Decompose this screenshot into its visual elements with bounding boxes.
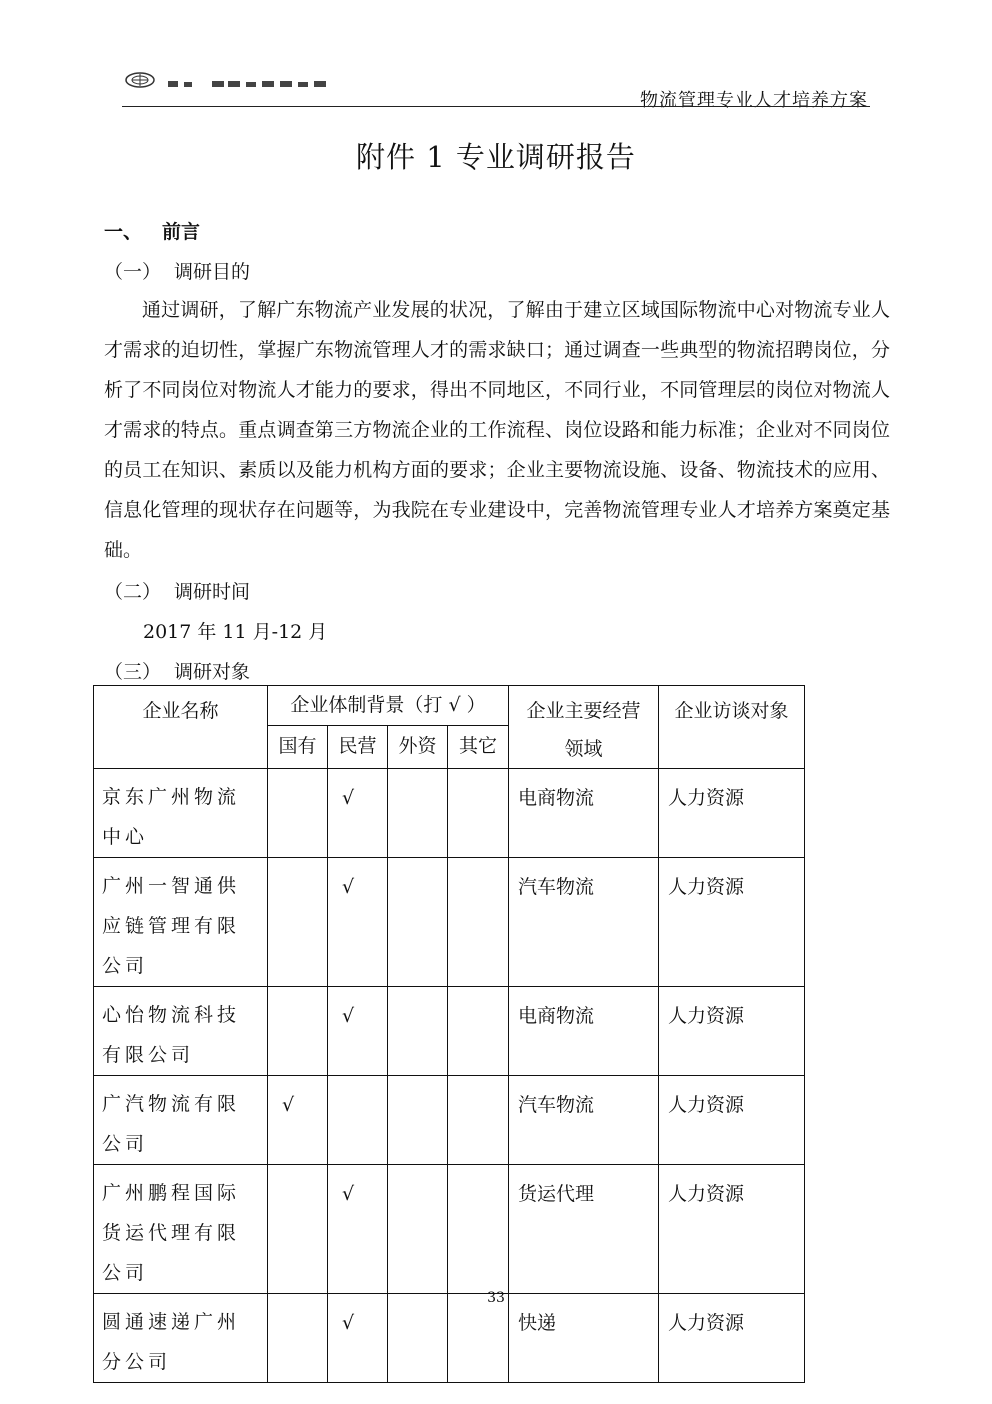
survey-time: 2017 年 11 月-12 月 [143, 621, 328, 643]
company-name-cell: 广汽物流有限公司 [94, 1076, 268, 1165]
header-title: 物流管理专业人才培养方案 [640, 90, 868, 111]
state-owned-cell: √ [268, 1076, 328, 1165]
subsection-number: （三） [104, 661, 162, 683]
private-cell: √ [328, 769, 388, 858]
header-other: 其它 [448, 726, 509, 769]
company-name-cell: 广州一智通供应链管理有限公司 [94, 858, 268, 987]
school-logo-icon [122, 70, 342, 90]
page-title: 附件 1 专业调研报告 [356, 140, 636, 174]
interviewee-cell: 人力资源 [659, 858, 805, 987]
business-domain-cell: 汽车物流 [509, 858, 659, 987]
subsection-number: （二） [104, 581, 162, 603]
foreign-cell [388, 1076, 448, 1165]
header-business-domain-line1: 企业主要经营 [526, 700, 641, 722]
subsection-heading-purpose [104, 257, 250, 284]
header-business-domain [509, 686, 659, 769]
section-heading [104, 217, 200, 244]
state-owned-cell [268, 858, 328, 987]
table-row [94, 1294, 805, 1383]
purpose-paragraph: 通过调研，了解广东物流产业发展的状况，了解由于建立区域国际物流中心对物流专业人才需求的迫切性，掌握广东物流管理人才的需求缺口；通过调查一些典型的物流招聘岗位，分析了不同岗位对物流人才能力的要求，得出不同地区，不同行业，不同管理层的岗位对物流人才需求的特点。重点调查第三方物流企业的工作流程、岗位设路和能力标准；企业对不同岗位的员工在知识、素质以及能力机构方面的要求；企业主要物流设施、设备、物流技术的应用、信息化管理的现状存在问题等，为我院在专业建设中，完善物流管理专业人才培养方案奠定基础。 [104, 299, 890, 561]
table-row [94, 1076, 805, 1165]
table-row [94, 1165, 805, 1294]
other-cell [448, 1076, 509, 1165]
business-domain-cell: 汽车物流 [509, 1076, 659, 1165]
page-number: 33 [487, 1290, 505, 1306]
header-foreign: 外资 [388, 726, 448, 769]
interviewee-cell: 人力资源 [659, 1165, 805, 1294]
private-cell: √ [328, 1294, 388, 1383]
other-cell [448, 1165, 509, 1294]
subsection-label: 调研目的 [174, 261, 251, 283]
header-state-owned: 国有 [268, 726, 328, 769]
table-row [94, 987, 805, 1076]
foreign-cell [388, 1165, 448, 1294]
private-cell: √ [328, 1165, 388, 1294]
private-cell: √ [328, 987, 388, 1076]
interviewee-cell: 人力资源 [659, 769, 805, 858]
header-system-background: 企业体制背景（打 √ ） [268, 686, 509, 726]
header-interviewee: 企业访谈对象 [659, 686, 805, 769]
business-domain-cell: 电商物流 [509, 987, 659, 1076]
state-owned-cell [268, 769, 328, 858]
other-cell [448, 987, 509, 1076]
foreign-cell [388, 769, 448, 858]
header-business-domain-line2: 领域 [564, 738, 603, 760]
table-row [94, 858, 805, 987]
subsection-heading-time [104, 577, 250, 604]
interviewee-cell: 人力资源 [659, 1294, 805, 1383]
business-domain-cell: 货运代理 [509, 1165, 659, 1294]
subsection-heading-objects [104, 657, 250, 684]
section-number: 一、 [104, 221, 143, 243]
section-label: 前言 [162, 221, 201, 243]
company-name-cell: 京东广州物流中心 [94, 769, 268, 858]
state-owned-cell [268, 1165, 328, 1294]
subsection-label: 调研时间 [174, 581, 251, 603]
interviewee-cell: 人力资源 [659, 1076, 805, 1165]
business-domain-cell: 快递 [509, 1294, 659, 1383]
foreign-cell [388, 987, 448, 1076]
company-name-cell: 圆通速递广州分公司 [94, 1294, 268, 1383]
foreign-cell [388, 858, 448, 987]
foreign-cell [388, 1294, 448, 1383]
header-divider [122, 106, 870, 107]
header-private: 民营 [328, 726, 388, 769]
company-name-cell: 心怡物流科技有限公司 [94, 987, 268, 1076]
private-cell: √ [328, 858, 388, 987]
private-cell [328, 1076, 388, 1165]
state-owned-cell [268, 1294, 328, 1383]
other-cell [448, 1294, 509, 1383]
company-name-cell: 广州鹏程国际货运代理有限公司 [94, 1165, 268, 1294]
state-owned-cell [268, 987, 328, 1076]
survey-table [93, 685, 805, 1383]
interviewee-cell: 人力资源 [659, 987, 805, 1076]
header-company-name: 企业名称 [94, 686, 268, 769]
subsection-label: 调研对象 [174, 661, 251, 683]
other-cell [448, 769, 509, 858]
other-cell [448, 858, 509, 987]
business-domain-cell: 电商物流 [509, 769, 659, 858]
table-row [94, 769, 805, 858]
subsection-number: （一） [104, 261, 162, 283]
